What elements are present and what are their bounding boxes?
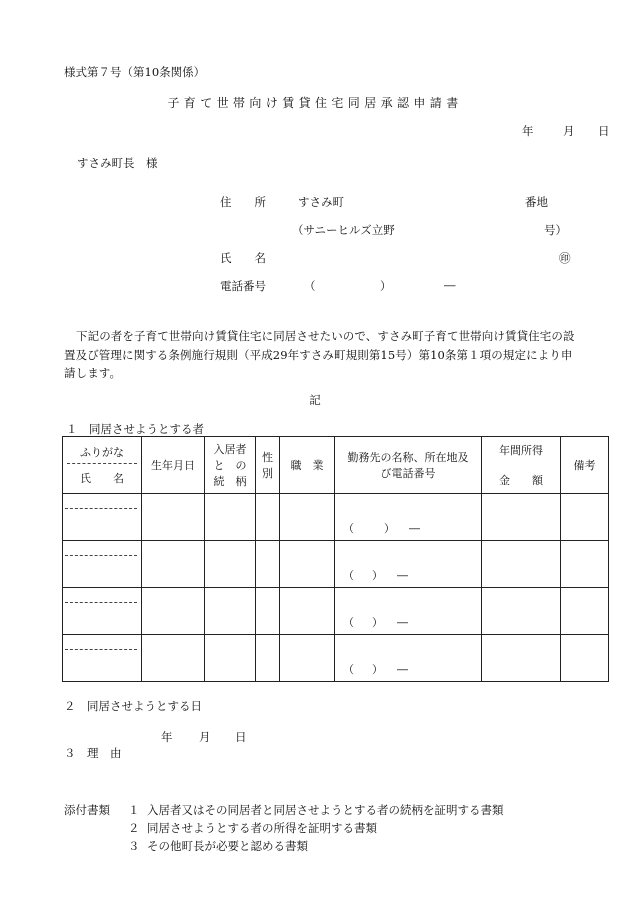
occupation-cell[interactable] — [280, 541, 335, 588]
section2-title: ２ 同居させようとする日 — [64, 699, 202, 713]
header-relation-line2: と の — [213, 459, 247, 472]
header-relation-line3: 続 柄 — [213, 475, 247, 488]
phone-dash: ― — [444, 278, 456, 292]
occupation-cell[interactable] — [280, 588, 335, 635]
section3-title: ３ 理 由 — [64, 746, 122, 760]
phone-open: （ — [343, 522, 354, 535]
header-workplace — [335, 437, 482, 494]
header-workplace-line1: 勤務先の名称、所在地及 — [347, 451, 469, 464]
member-table — [62, 436, 609, 682]
phone-open-paren: （ — [304, 279, 316, 293]
sex-cell[interactable] — [256, 541, 280, 588]
relation-cell[interactable] — [205, 635, 256, 682]
address-label: 住 所 — [220, 195, 266, 209]
phone-label: 電話番号 — [220, 279, 266, 293]
date-year-label: 年 — [522, 124, 534, 138]
body-text: 下記の者を子育て世帯向け賃貸住宅に同居させたいので、すさみ町子育て世帯向け賃貸住宅の設置及び管理に関する条例施行規則（平成29年すさみ町規則第15号）第10条第１項の規定により申請します。 — [64, 329, 575, 380]
header-sex — [256, 437, 280, 494]
income-cell[interactable] — [482, 635, 561, 682]
header-furigana: ふりがな — [67, 444, 137, 464]
workplace-cell[interactable] — [335, 494, 482, 541]
table-row — [63, 494, 609, 541]
remarks-cell[interactable] — [561, 635, 609, 682]
name-cell[interactable] — [63, 494, 142, 541]
sex-cell[interactable] — [256, 635, 280, 682]
addressee: すさみ町長 様 — [77, 156, 158, 170]
address-town: すさみ町 — [298, 195, 344, 209]
birthdate-cell[interactable] — [142, 588, 205, 635]
header-income-line2: 金 額 — [499, 474, 543, 487]
attachment-num: ３ — [128, 839, 140, 853]
header-income-line1: 年間所得 — [499, 444, 543, 457]
phone-close: ） — [372, 616, 383, 629]
remarks-cell[interactable] — [561, 541, 609, 588]
cohabit-year-label: 年 — [161, 730, 173, 744]
name-cell[interactable] — [63, 588, 142, 635]
header-sex-line1: 性 — [262, 451, 273, 464]
header-income — [482, 437, 561, 494]
header-birthdate: 生年月日 — [142, 437, 205, 494]
table-row — [63, 588, 609, 635]
seal-mark: ㊞ — [559, 251, 571, 265]
phone-close-paren: ） — [380, 279, 392, 293]
header-workplace-line2: び電話番号 — [380, 467, 436, 480]
ki-heading: 記 — [309, 393, 321, 407]
sex-cell[interactable] — [256, 588, 280, 635]
header-relation — [205, 437, 256, 494]
phone-dash: ― — [397, 616, 408, 629]
occupation-cell[interactable] — [280, 635, 335, 682]
phone-dash: ― — [397, 569, 408, 582]
workplace-cell[interactable] — [335, 541, 482, 588]
date-month-label: 月 — [563, 124, 575, 138]
income-cell[interactable] — [482, 588, 561, 635]
income-cell[interactable] — [482, 541, 561, 588]
banchi-label: 番地 — [525, 195, 548, 209]
table-row — [63, 541, 609, 588]
room-number-label: 号） — [544, 223, 567, 237]
income-cell[interactable] — [482, 494, 561, 541]
header-remarks: 備考 — [561, 437, 609, 494]
relation-cell[interactable] — [205, 588, 256, 635]
remarks-cell[interactable] — [561, 588, 609, 635]
birthdate-cell[interactable] — [142, 494, 205, 541]
name-cell[interactable] — [63, 635, 142, 682]
birthdate-cell[interactable] — [142, 541, 205, 588]
phone-open: （ — [343, 569, 354, 582]
table-header-row — [63, 437, 609, 494]
table-row — [63, 635, 609, 682]
attachment-num: １ — [128, 803, 140, 817]
document-title: 子育て世帯向け賃貸住宅同居承認申請書 — [167, 96, 463, 110]
phone-close: ） — [372, 569, 383, 582]
relation-cell[interactable] — [205, 494, 256, 541]
cohabit-day-label: 日 — [235, 730, 247, 744]
phone-dash: ― — [397, 663, 408, 676]
attachment-num: ２ — [128, 821, 140, 835]
header-relation-line1: 入居者 — [213, 443, 247, 456]
relation-cell[interactable] — [205, 541, 256, 588]
form-number: 様式第７号（第10条関係） — [64, 65, 206, 79]
workplace-cell[interactable] — [335, 588, 482, 635]
phone-dash: ― — [409, 522, 420, 535]
header-name: 氏 名 — [80, 472, 124, 485]
phone-close: ） — [384, 522, 395, 535]
phone-open: （ — [343, 616, 354, 629]
phone-close: ） — [372, 663, 383, 676]
workplace-cell[interactable] — [335, 635, 482, 682]
header-sex-line2: 別 — [262, 467, 273, 480]
name-label: 氏 名 — [220, 251, 266, 265]
name-cell[interactable] — [63, 541, 142, 588]
header-occupation: 職 業 — [280, 437, 335, 494]
date-day-label: 日 — [598, 124, 610, 138]
occupation-cell[interactable] — [280, 494, 335, 541]
building-name: （サニーヒルズ立野 — [292, 223, 395, 237]
section1-title: １ 同居させようとする者 — [66, 422, 204, 436]
birthdate-cell[interactable] — [142, 635, 205, 682]
attachment-item: 入居者又はその同居者と同居させようとする者の続柄を証明する書類 — [147, 803, 504, 817]
cohabit-month-label: 月 — [199, 730, 211, 744]
attachment-item: 同居させようとする者の所得を証明する書類 — [147, 821, 377, 835]
sex-cell[interactable] — [256, 494, 280, 541]
attachment-item: その他町長が必要と認める書類 — [147, 839, 308, 853]
header-furigana-name — [63, 437, 142, 494]
remarks-cell[interactable] — [561, 494, 609, 541]
phone-open: （ — [343, 663, 354, 676]
attachments-label: 添付書類 — [64, 803, 110, 817]
